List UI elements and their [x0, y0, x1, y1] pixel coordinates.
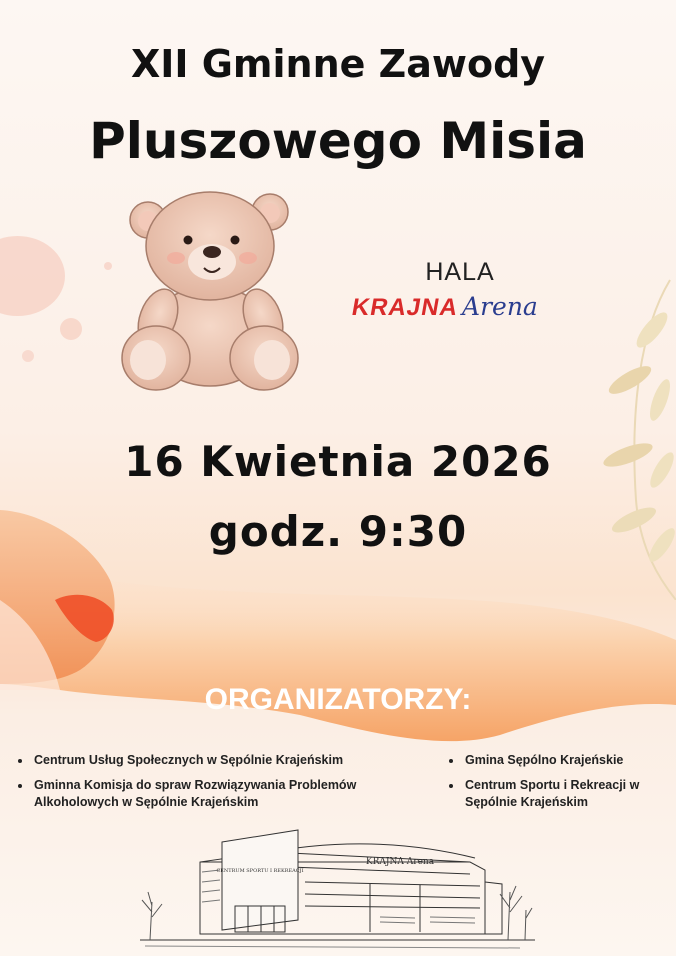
- title-line-2: Pluszowego Misia: [89, 112, 587, 170]
- venue-logo-krajna: KRAJNA: [349, 294, 461, 321]
- organizer-item: • Gmina Sępólno Krajeńskie: [463, 752, 676, 769]
- venue-hala-label: HALA: [425, 258, 495, 286]
- venue-logo: [349, 292, 538, 322]
- building-roof-sign: KRAJNA Arena: [365, 857, 435, 867]
- event-time: godz. 9:30: [208, 507, 468, 556]
- organizer-item: • Centrum Sportu i Rekreacji w Sępólnie Krajeńskim: [463, 777, 676, 811]
- organizers-heading: ORGANIZATORZY:: [204, 683, 472, 716]
- event-date: 16 Kwietnia 2026: [124, 437, 552, 486]
- organizer-item: • Gminna Komisja do spraw Rozwiązywania Problemów Alkoholowych w Sępólnie Krajeńskim: [32, 777, 412, 811]
- organizers-list-right: [447, 752, 676, 819]
- venue-logo-arena: Arena: [462, 292, 538, 321]
- title-line-1: XII Gminne Zawody: [130, 42, 546, 86]
- arena-building-sketch: [140, 822, 535, 954]
- organizers-list-left: [16, 752, 412, 819]
- building-left-sign: CENTRUM SPORTU I REKREACJI: [216, 868, 304, 874]
- organizer-item: • Centrum Usług Społecznych w Sępólnie Krajeńskim: [32, 752, 412, 769]
- teddy-bear-illustration: [118, 188, 303, 393]
